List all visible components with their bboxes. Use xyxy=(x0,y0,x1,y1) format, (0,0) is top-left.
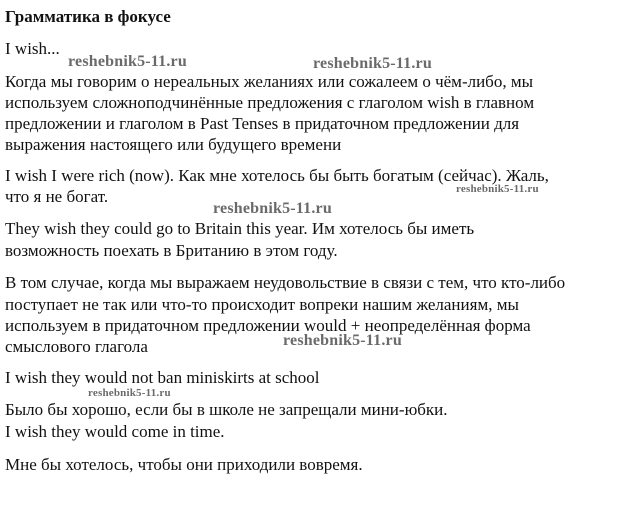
example1-line-2: что я не богат. xyxy=(5,187,109,206)
watermark: reshebnik5-11.ru xyxy=(88,387,171,399)
example4-russian: Мне бы хотелось, чтобы они приходили вовремя. xyxy=(5,455,363,474)
rule2-line-2: поступает не так или что-то происходит вопреки нашим желаниям, мы xyxy=(5,295,519,314)
rule2-line-4: смыслового глагола xyxy=(5,337,148,356)
watermark: reshebnik5-11.ru xyxy=(68,53,187,70)
intro-line-1: Когда мы говорим о нереальных желаниях или сожалеем о чём-либо, мы xyxy=(5,72,534,91)
intro-heading: I wish... xyxy=(5,39,60,58)
intro-line-3: предложении и глаголом в Past Tenses в придаточном предложении для xyxy=(5,114,520,133)
example3-russian: Было бы хорошо, если бы в школе не запрещали мини-юбки. xyxy=(5,400,448,419)
watermark: reshebnik5-11.ru xyxy=(213,200,332,217)
example1-line-1: I wish I were rich (now). Как мне хотелось бы быть богатым (сейчас). Жаль, xyxy=(5,166,549,185)
example4-english: I wish they would come in time. xyxy=(5,422,225,441)
page-title: Грамматика в фокусе xyxy=(5,7,171,26)
watermark: reshebnik5-11.ru xyxy=(283,332,402,349)
example3-english: I wish they would not ban miniskirts at school xyxy=(5,368,320,387)
rule2-line-3: используем в придаточном предложении would + неопределённая форма xyxy=(5,316,531,335)
example2-line-1: They wish they could go to Britain this year. Им хотелось бы иметь xyxy=(5,219,475,238)
watermark: reshebnik5-11.ru xyxy=(456,183,539,195)
intro-line-2: используем сложноподчинённые предложения с глаголом wish в главном xyxy=(5,93,535,112)
example2-line-2: возможность поехать в Британию в этом году. xyxy=(5,241,338,260)
watermark: reshebnik5-11.ru xyxy=(313,55,432,72)
rule2-line-1: В том случае, когда мы выражаем неудовольствие в связи с тем, что кто-либо xyxy=(5,273,566,292)
intro-line-4: выражения настоящего или будущего времени xyxy=(5,135,342,154)
